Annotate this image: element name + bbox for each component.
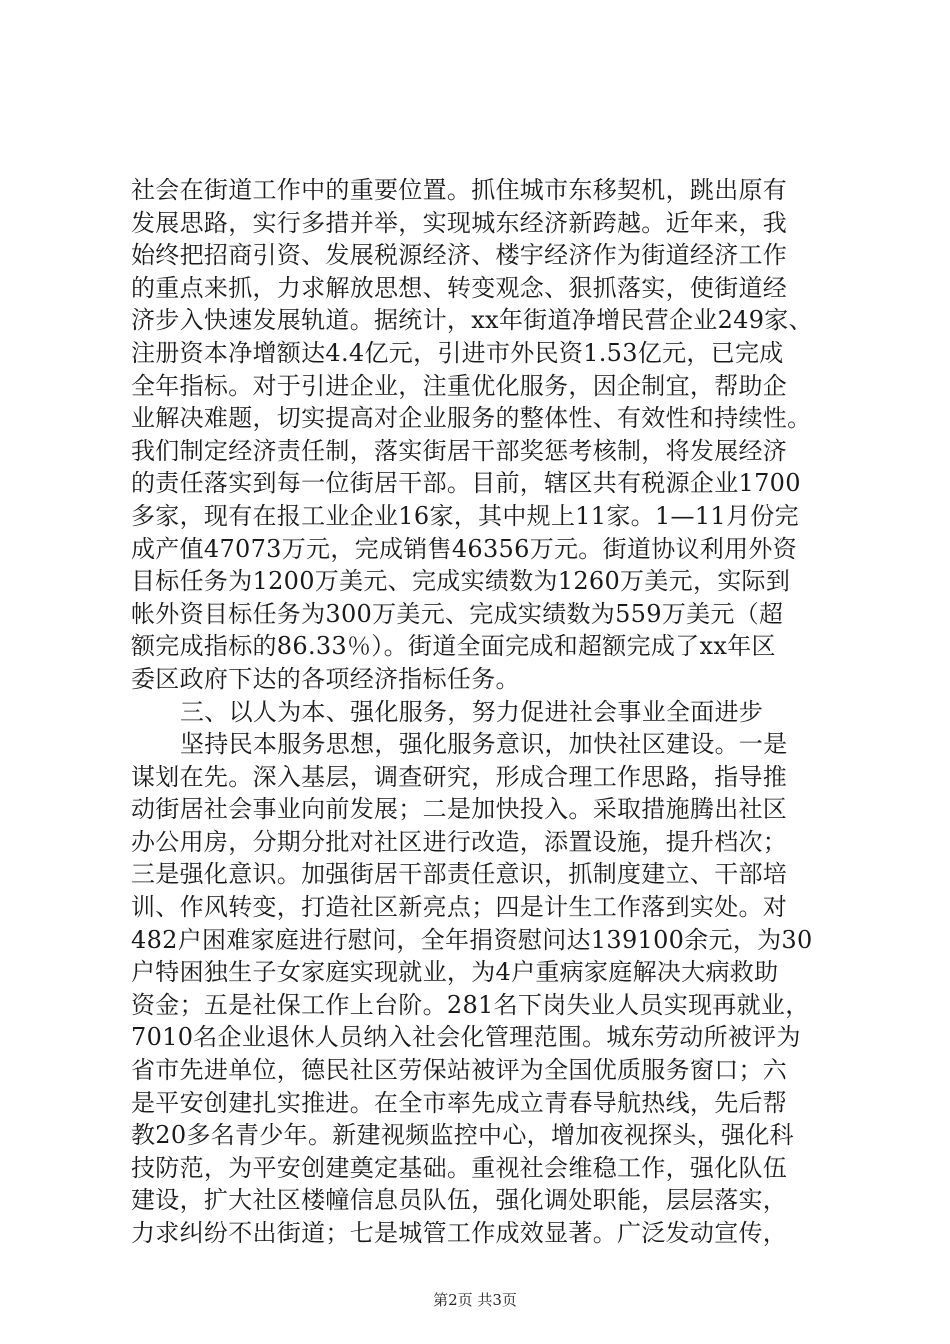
text-line: 动街居社会事业向前发展；二是加快投入。采取措施腾出社区 (131, 795, 788, 824)
text-line: 办公用房，分期分批对社区进行改造，添置设施，提升档次； (131, 827, 788, 856)
text-line: 资金；五是社保工作上台阶。281名下岗失业人员实现再就业， (131, 990, 810, 1019)
page-number-label: 第2页 共3页 (433, 1291, 517, 1309)
text-line: 我们制定经济责任制，落实街居干部奖惩考核制，将发展经济 (131, 436, 788, 465)
text-line: 帐外资目标任务为300万美元、完成实绩数为559万美元（超 (131, 599, 784, 628)
text-line: 谋划在先。深入基层，调查研究，形成合理工作思路，指导推 (131, 762, 788, 791)
text-line: 教20多名青少年。新建视频监控中心，增加夜视探头，强化科 (131, 1121, 794, 1150)
text-line: 7010名企业退休人员纳入社会化管理范围。城东劳动所被评为 (131, 1023, 801, 1052)
document-body (131, 174, 831, 1250)
text-line: 发展思路，实行多措并举，实现城东经济新跨越。近年来，我 (131, 208, 788, 237)
text-line: 户特困独生子女家庭实现就业，为4户重病家庭解决大病救助 (131, 958, 779, 987)
text-line: 三是强化意识。加强街居干部责任意识，抓制度建立、干部培 (131, 860, 788, 889)
text-line: 业解决难题，切实提高对企业服务的整体性、有效性和持续性。 (131, 404, 812, 433)
page-footer (0, 1290, 950, 1310)
text-line: 委区政府下达的各项经济指标任务。 (131, 664, 520, 693)
text-line: 建设，扩大社区楼幢信息员队伍，强化调处职能，层层落实， (131, 1186, 788, 1215)
text-line: 的重点来抓，力求解放思想、转变观念、狠抓落实，使街道经 (131, 273, 788, 302)
text-line: 省市先进单位，德民社区劳保站被评为全国优质服务窗口；六 (131, 1056, 788, 1085)
text-line: 额完成指标的86.33％）。街道全面完成和超额完成了xx年区 (131, 632, 776, 661)
text-line: 全年指标。对于引进企业，注重优化服务，因企制宜，帮助企 (131, 371, 788, 400)
section-heading: 三、以人为本、强化服务，努力促进社会事业全面进步 (180, 697, 764, 726)
text-line: 始终把招商引资、发展税源经济、楼宇经济作为街道经济工作 (131, 241, 788, 270)
text-line: 482户困难家庭进行慰问，全年捐资慰问达139100余元，为30 (131, 925, 813, 954)
paragraph-first-line: 坚持民本服务思想，强化服务意识，加快社区建设。一是 (180, 730, 788, 759)
text-line: 成产值47073万元，完成销售46356万元。街道协议利用外资 (131, 534, 797, 563)
text-line: 济步入快速发展轨道。据统计，xx年街道净增民营企业249家、 (131, 306, 813, 335)
text-line: 社会在街道工作中的重要位置。抓住城市东移契机，跳出原有 (131, 176, 788, 204)
text-line: 注册资本净增额达4.4亿元，引进市外民资1.53亿元，已完成 (131, 338, 784, 367)
text-line: 的责任落实到每一位街居干部。目前，辖区共有税源企业1700 (131, 469, 801, 498)
text-line: 多家，现有在报工业企业16家，其中规上11家。1—11月份完 (131, 501, 799, 530)
text-line: 力求纠纷不出街道；七是城管工作成效显著。广泛发动宣传， (131, 1219, 788, 1247)
text-line: 技防范，为平安创建奠定基础。重视社会维稳工作，强化队伍 (131, 1153, 788, 1182)
text-line: 是平安创建扎实推进。在全市率先成立青春导航热线，先后帮 (131, 1088, 788, 1117)
text-line: 目标任务为1200万美元、完成实绩数为1260万美元，实际到 (131, 567, 791, 596)
text-line: 训、作风转变，打造社区新亮点；四是计生工作落到实处。对 (131, 893, 788, 922)
